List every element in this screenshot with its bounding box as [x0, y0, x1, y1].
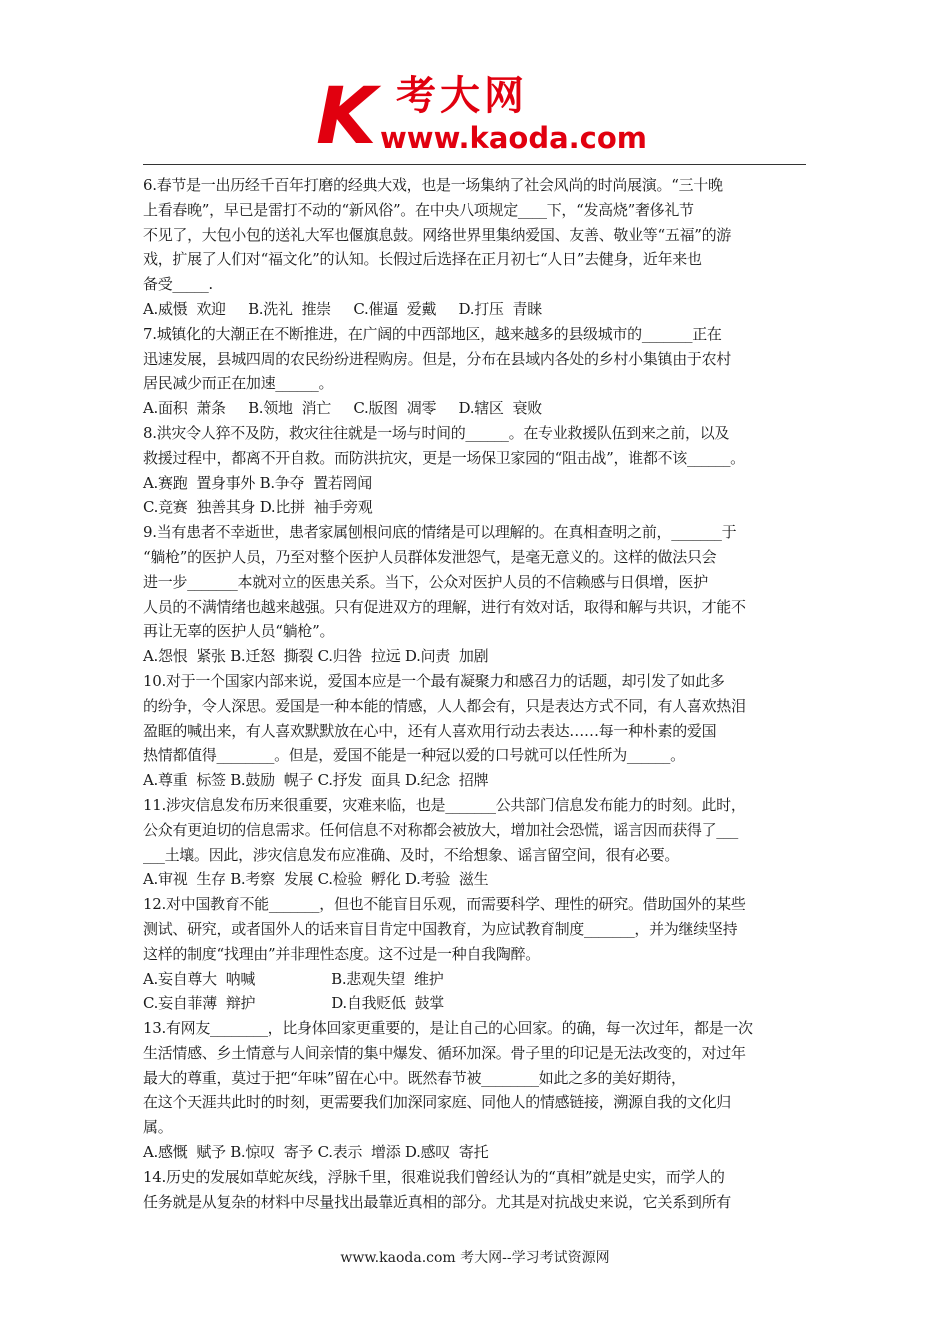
answer-options: A.面积 萧条 B.领地 消亡 C.版图 凋零 D.辖区 衰败 — [143, 399, 542, 418]
answer-options: A.威慑 欢迎 B.洗礼 推崇 C.催逼 爱戴 D.打压 青睐 — [143, 299, 542, 318]
text-line: 9.当有患者不幸逝世，患者家属刨根问底的情绪是可以理解的。在真相查明之前，_______于 — [143, 523, 737, 542]
logo-site-url: www.kaoda.com — [380, 121, 647, 155]
text-line: 不见了，大包小包的送礼大军也偃旗息鼓。网络世界里集纳爱国、友善、敬业等“五福”的游 — [143, 225, 732, 244]
header-divider — [143, 164, 806, 165]
text-line: 再让无辜的医护人员“躺枪”。 — [143, 622, 335, 641]
kaoda-logo — [316, 74, 646, 160]
text-line: “躺枪”的医护人员，乃至对整个医护人员群体发泄怨气，是毫无意义的。这样的做法只会 — [143, 547, 717, 566]
text-line: 任务就是从复杂的材料中尽量找出最靠近真相的部分。尤其是对抗战史来说，它关系到所有 — [143, 1192, 732, 1211]
text-line: 居民减少而正在加速______。 — [143, 374, 334, 393]
text-line: ___土壤。因此，涉灾信息发布应准确、及时，不给想象、谣言留空间，很有必要。 — [143, 845, 680, 864]
logo-site-name: 考大网 — [396, 73, 528, 119]
text-line: 6.春节是一出历经千百年打磨的经典大戏，也是一场集纳了社会风尚的时尚展演。“三十晚 — [143, 176, 723, 194]
text-line: 热情都值得________。但是，爱国不能是一种冠以爱的口号就可以任性所为______。 — [143, 746, 685, 765]
text-line: 这样的制度“找理由”并非理性态度。这不过是一种自我陶醉。 — [143, 944, 540, 963]
text-line: 公众有更迫切的信息需求。任何信息不对称都会被放大，增加社会恐慌，谣言因而获得了___ — [143, 820, 738, 839]
text-line: 测试、研究，或者国外人的话来盲目肯定中国教育，为应试教育制度_______，并为继续坚持 — [143, 919, 738, 938]
text-line: 7.城镇化的大潮正在不断推进，在广阔的中西部地区，越来越多的县级城市的_______正在 — [143, 324, 722, 343]
text-line: 12.对中国教育不能_______，但也不能盲目乐观，而需要科学、理性的研究。借助国外的某些 — [143, 895, 746, 914]
answer-options: C.竞赛 独善其身 D.比拼 袖手旁观 — [143, 498, 373, 517]
text-line: 在这个天涯共此时的时刻，更需要我们加深同家庭、同他人的情感链接，溯源自我的文化归 — [143, 1093, 732, 1112]
answer-options: A.尊重 标签 B.鼓励 幌子 C.抒发 面具 D.纪念 招牌 — [143, 771, 489, 790]
question-content — [143, 173, 811, 1214]
text-line: 11.涉灾信息发布历来很重要，灾难来临，也是_______公共部门信息发布能力的时刻。此时， — [143, 795, 746, 814]
text-line: 生活情感、乡土情意与人间亲情的集中爆发、循环加深。骨子里的印记是无法改变的，对过年 — [143, 1043, 746, 1062]
text-line: 最大的尊重，莫过于把“年味”留在心中。既然春节被________如此之多的美好期待， — [143, 1068, 686, 1087]
text-line: 属。 — [143, 1118, 173, 1137]
text-line: 的纷争，令人深思。爱国是一种本能的情感，人人都会有，只是表达方式不同，有人喜欢热泪 — [143, 696, 746, 715]
page-footer: www.kaoda.com 考大网--学习考试资源网 — [340, 1250, 610, 1266]
text-line: 救援过程中，都离不开自救。而防洪抗灾，更是一场保卫家园的“阻击战”，谁都不该______。 — [143, 448, 745, 467]
answer-options: A.怨恨 紧张 B.迁怒 撕裂 C.归咎 拉远 D.问责 加剧 — [143, 647, 489, 666]
text-line: 盈眶的喊出来，有人喜欢默默放在心中，还有人喜欢用行动去表达……每一种朴素的爱国 — [143, 721, 717, 740]
text-line: 迅速发展，县城四周的农民纷纷进程购房。但是，分布在县域内各处的乡村小集镇由于农村 — [143, 349, 732, 368]
text-line: 14.历史的发展如草蛇灰线，浮脉千里，很难说我们曾经认为的“真相”就是史实，而学人的 — [143, 1167, 725, 1186]
text-line: 上看春晚”，早已是雷打不动的“新风俗”。在中央八项规定____下，“发高烧”奢侈礼节 — [143, 200, 694, 219]
text-line: 13.有网友________，比身体回家更重要的，是让自己的心回家。的确，每一次过年，都是一次 — [143, 1019, 753, 1038]
answer-options: A.赛跑 置身事外 B.争夺 置若罔闻 — [143, 473, 372, 492]
text-line: 10.对于一个国家内部来说，爱国本应是一个最有凝聚力和感召力的话题，却引发了如此多 — [143, 671, 725, 690]
answer-options: C.妄自菲薄 辩护 D.自我贬低 鼓掌 — [143, 994, 445, 1013]
text-line: 戏，扩展了人们对“福文化”的认知。长假过后选择在正月初七“人日”去健身，近年来也 — [143, 250, 702, 269]
logo-k-mark: K — [316, 72, 377, 162]
answer-options: A.妄自尊大 呐喊 B.悲观失望 维护 — [143, 969, 444, 988]
text-line: 8.洪灾令人猝不及防，救灾往往就是一场与时间的______。在专业救援队伍到来之前，以及 — [143, 423, 730, 442]
text-line: 进一步_______本就对立的医患关系。当下，公众对医护人员的不信赖感与日俱增，医护 — [143, 572, 708, 591]
text-line: 备受_____. — [143, 275, 213, 294]
answer-options: A.感慨 赋予 B.惊叹 寄予 C.表示 增添 D.感叹 寄托 — [143, 1143, 489, 1162]
answer-options: A.审视 生存 B.考察 发展 C.检验 孵化 D.考验 滋生 — [143, 870, 489, 889]
text-line: 人员的不满情绪也越来越强。只有促进双方的理解，进行有效对话，取得和解与共识，才能不 — [143, 597, 746, 616]
